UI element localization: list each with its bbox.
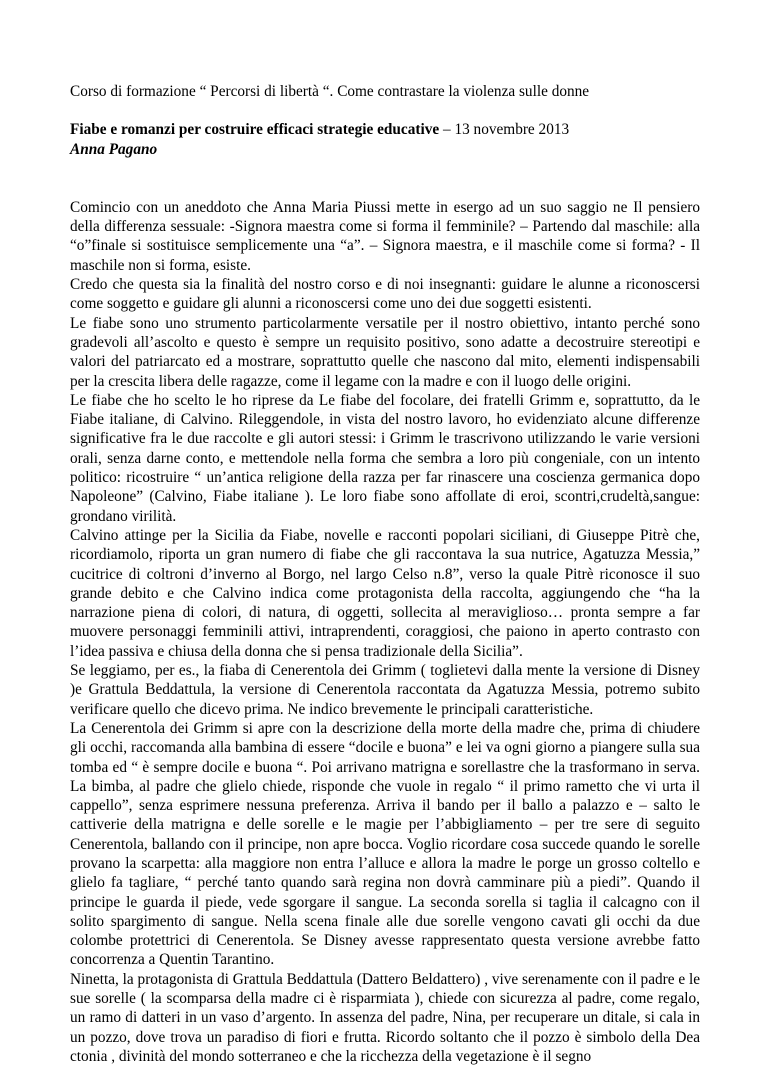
paragraph: Le fiabe sono uno strumento particolarmente versatile per il nostro obiettivo, intanto perché sono gradevoli all’ascolto e questo è sempre un requisito positivo, sono adatte a decostruire stereotipi e valori del patriarcato ed a mostrare, soprattutto quelle che nascono dal mito, elementi indispensabili per la crescita libera delle ragazze, come il legame con la madre e con il luogo delle origini. <box>70 314 700 390</box>
paragraph: Calvino attinge per la Sicilia da Fiabe, novelle e racconti popolari siciliani, di Giuseppe Pitrè che, ricordiamolo, riporta un gran numero di fiabe che gli raccontava la sua nutrice, Agatuzza Messia,” cucitrice di coltroni d’inverno al Borgo, nel largo Celso n.8”, verso la quale Pitrè riconosce il suo grande debito e che Calvino indica come protagonista della raccolta, aggiungendo che “ha la narrazione piena di colori, di natura, di oggetti, sollecita al meraviglioso… pronta sempre a far muovere personaggi femminili attivi, intraprendenti, coraggiosi, che paiono in aperto contrasto con l’idea passiva e chiusa della donna che si pensa tradizionale della Sicilia”. <box>70 526 700 660</box>
lesson-title-main: Fiabe e romanzi per costruire efficaci strategie educative <box>70 121 440 139</box>
lesson-date: – 13 novembre 2013 <box>439 121 570 139</box>
paragraph: Le fiabe che ho scelto le ho riprese da Le fiabe del focolare, dei fratelli Grimm e, soprattutto, da le Fiabe italiane, di Calvino. Rileggendole, in vista del nostro lavoro, ho evidenziato alcune differenze significative fra le due raccolte e gli autori stessi: i Grimm le trascrivono utilizzando le varie versioni orali, senza darne conto, e mettendole nella forma che sembra a loro più congeniale, con un intento politico: ricostruire “ un’antica religione della razza per far rinascere una coscienza germanica dopo Napoleone” (Calvino, Fiabe italiane ). Le loro fiabe sono affollate di eroi, scontri,crudeltà,sangue: grondano virilità. <box>70 391 700 525</box>
lesson-title <box>70 120 700 139</box>
course-title: Corso di formazione “ Percorsi di libertà “. Come contrastare la violenza sulle donne <box>70 83 590 100</box>
document-page <box>70 82 700 1066</box>
paragraph: Se leggiamo, per es., la fiaba di Cenerentola dei Grimm ( toglietevi dalla mente la versione di Disney )e Grattula Beddattula, la versione di Cenerentola raccontata da Agatuzza Messia, potremo subito verificare quello che dicevo prima. Ne indico brevemente le principali caratteristiche. <box>70 662 700 718</box>
lesson-header <box>70 120 700 159</box>
paragraph: Comincio con un aneddoto che Anna Maria Piussi mette in esergo ad un suo saggio ne Il pensiero della differenza sessuale: -Signora maestra come si forma il femminile? – Partendo dal maschile: alla “o”finale si sostituisce semplicemente una “a”. – Signora maestra, e il maschile come si forma? - Il maschile non si forma, esiste. <box>70 198 700 274</box>
author-name: Anna Pagano <box>70 140 158 158</box>
paragraph: Credo che questa sia la finalità del nostro corso e di noi insegnanti: guidare le alunne a riconoscersi come soggetto e guidare gli alunni a riconoscersi come uno dei due soggetti esistenti. <box>70 276 700 313</box>
paragraph: Ninetta, la protagonista di Grattula Beddattula (Dattero Beldattero) , vive serenamente con il padre e le sue sorelle ( la scomparsa della madre ci è risparmiata ), chiede con sicurezza al padre, come regalo, un ramo di datteri in un vaso d’argento. In assenza del padre, Nina, per recuperare un ditale, si cala in un pozzo, dove trova un paradiso di fiori e frutta. Ricordo soltanto che il pozzo è simbolo della Dea ctonia , divinità del mondo sotterraneo e che la ricchezza della vegetazione è il segno <box>70 970 700 1065</box>
paragraph: La Cenerentola dei Grimm si apre con la descrizione della morte della madre che, prima di chiudere gli occhi, raccomanda alla bambina di essere “docile e buona” e lei va ogni giorno a piangere sulla sua tomba ed “ è sempre docile e buona “. Poi arrivano matrigna e sorellastre che la trasformano in serva. La bimba, al padre che glielo chiede, risponde che vuole in regalo “ il primo rametto che vi urta il cappello”, senza esprimere nessuna preferenza. Arriva il bando per il ballo a palazzo e – salto le cattiverie della matrigna e delle sorelle e le magie per l’abbigliamento – per tre sere di seguito Cenerentola, ballando con il principe, non apre bocca. Voglio ricordare cosa succede quando le sorelle provano la scarpetta: alla maggiore non entra l’alluce e allora la madre le porge un grosso coltello e glielo fa tagliare, “ perché tanto quando sarà regina non dovrà camminare più a piedi”. Quando il principe le guarda il piede, vede sgorgare il sangue. La seconda sorella si taglia il calcagno con il solito spargimento di sangue. Nella scena finale alle due sorelle vengono cavati gli occhi da due colombe protettrici di Cenerentola. Se Disney avesse rappresentato questa versione avrebbe fatto concorrenza a Quentin Tarantino. <box>70 719 700 969</box>
body-text <box>70 198 700 1066</box>
